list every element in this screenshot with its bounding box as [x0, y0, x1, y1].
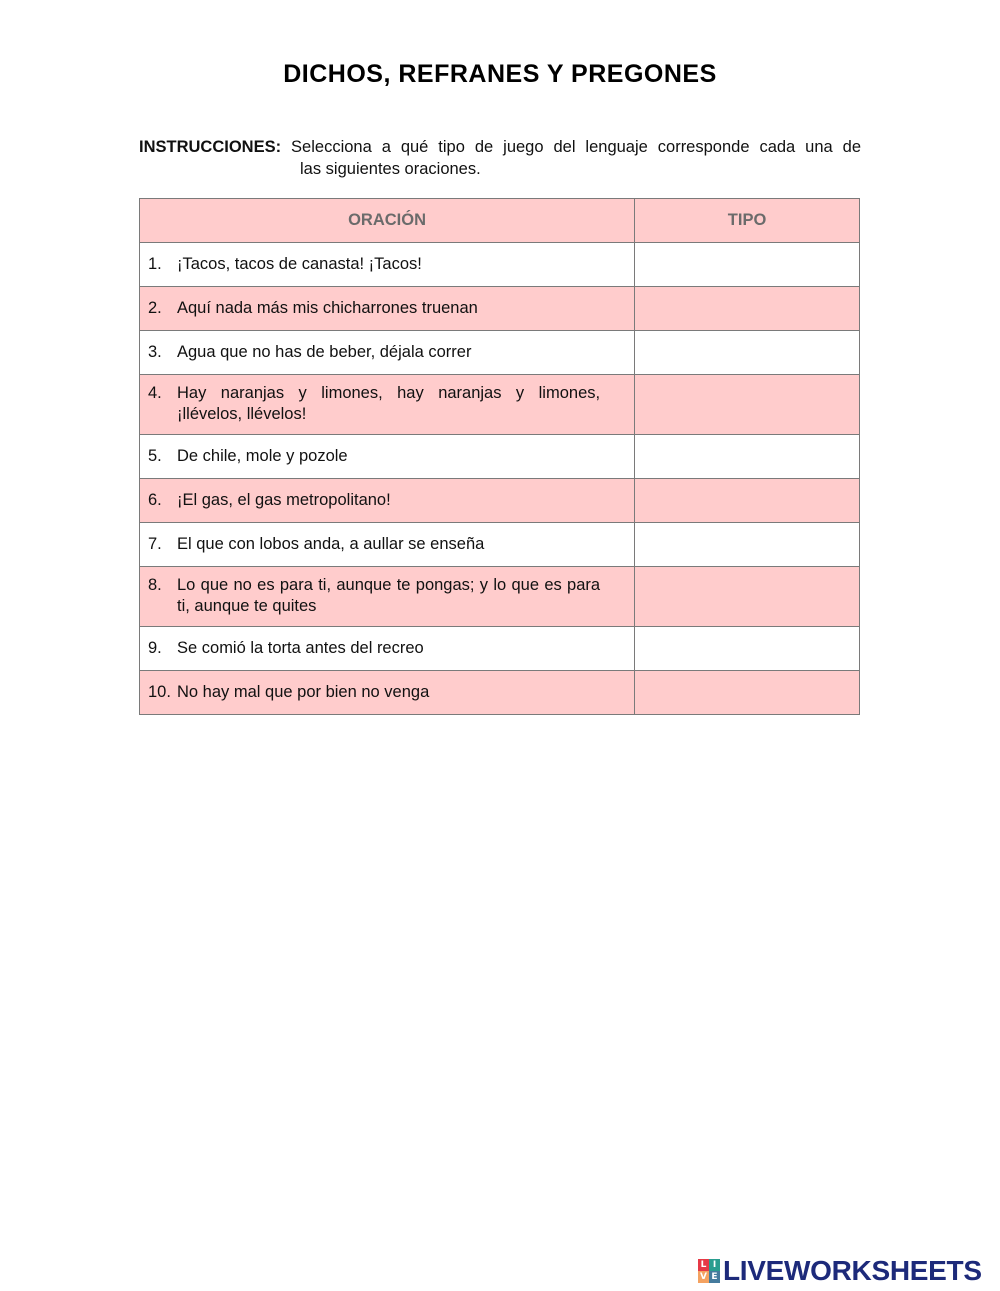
row-number: 9.: [148, 638, 162, 657]
tipo-answer-cell[interactable]: [635, 435, 860, 479]
sentence-cell: [140, 331, 635, 375]
sentence-cell: [140, 479, 635, 523]
instructions-text-2: las siguientes oraciones.: [300, 160, 481, 178]
table-header-row: [140, 199, 860, 243]
tipo-answer-cell[interactable]: [635, 523, 860, 567]
table-row: [140, 331, 860, 375]
instructions-line-1: [139, 136, 861, 158]
table-row: [140, 567, 860, 627]
table-row: [140, 243, 860, 287]
row-number: 1.: [148, 254, 162, 273]
sentence-cell: [140, 671, 635, 715]
sentence-cell: [140, 567, 635, 627]
badge-letter: I: [709, 1259, 720, 1271]
tipo-answer-cell[interactable]: [635, 331, 860, 375]
sentence-cell: [140, 523, 635, 567]
sentence-cell: [140, 243, 635, 287]
row-number: 10.: [148, 682, 171, 701]
row-number: 2.: [148, 298, 162, 317]
table-row: [140, 627, 860, 671]
sentence-text: Hay naranjas y limones, hay naranjas y limones, ¡llévelos, llévelos!: [177, 384, 601, 423]
sentence-text: Se comió la torta antes del recreo: [177, 638, 424, 657]
sentence-text: Lo que no es para ti, aunque te pongas; y lo que es para ti, aunque te quites: [177, 576, 601, 615]
sentence-cell: [140, 435, 635, 479]
row-number: 7.: [148, 534, 162, 553]
row-number: 4.: [148, 384, 162, 402]
liveworksheets-badge-icon: [698, 1259, 720, 1283]
sentence-text: ¡El gas, el gas metropolitano!: [177, 490, 391, 509]
liveworksheets-logo: [698, 1257, 982, 1285]
sentence-cell: [140, 627, 635, 671]
tipo-answer-cell[interactable]: [635, 243, 860, 287]
sentence-cell: [140, 375, 635, 435]
sentence-text: El que con lobos anda, a aullar se enseña: [177, 534, 485, 553]
instructions-text-1: Selecciona a qué tipo de juego del lenguaje corresponde cada una de: [291, 138, 861, 156]
header-tipo: TIPO: [635, 199, 860, 243]
table-row: [140, 479, 860, 523]
sentence-text: No hay mal que por bien no venga: [177, 682, 430, 701]
table-row: [140, 287, 860, 331]
sentence-cell: [140, 287, 635, 331]
tipo-answer-cell[interactable]: [635, 375, 860, 435]
row-number: 6.: [148, 490, 162, 509]
row-number: 5.: [148, 446, 162, 465]
tipo-answer-cell[interactable]: [635, 287, 860, 331]
table-row: [140, 671, 860, 715]
row-number: 8.: [148, 576, 162, 594]
instructions-label: INSTRUCCIONES:: [139, 138, 282, 156]
liveworksheets-logo-text: LIVEWORKSHEETS: [723, 1255, 982, 1286]
sentence-text: De chile, mole y pozole: [177, 446, 348, 465]
table-row: [140, 523, 860, 567]
row-number: 3.: [148, 342, 162, 361]
worksheet-title: DICHOS, REFRANES Y PREGONES: [283, 60, 717, 88]
sentences-table: [139, 198, 860, 715]
tipo-answer-cell[interactable]: [635, 671, 860, 715]
badge-letter: V: [698, 1271, 709, 1283]
table-row: [140, 435, 860, 479]
tipo-answer-cell[interactable]: [635, 567, 860, 627]
table-row: [140, 375, 860, 435]
sentence-text: ¡Tacos, tacos de canasta! ¡Tacos!: [177, 254, 422, 273]
tipo-answer-cell[interactable]: [635, 627, 860, 671]
instructions: [139, 136, 861, 180]
badge-letter: L: [698, 1259, 709, 1271]
header-oracion: ORACIÓN: [140, 199, 635, 243]
sentence-text: Aquí nada más mis chicharrones truenan: [177, 298, 478, 317]
badge-letter: E: [709, 1271, 720, 1283]
tipo-answer-cell[interactable]: [635, 479, 860, 523]
sentence-text: Agua que no has de beber, déjala correr: [177, 342, 472, 361]
